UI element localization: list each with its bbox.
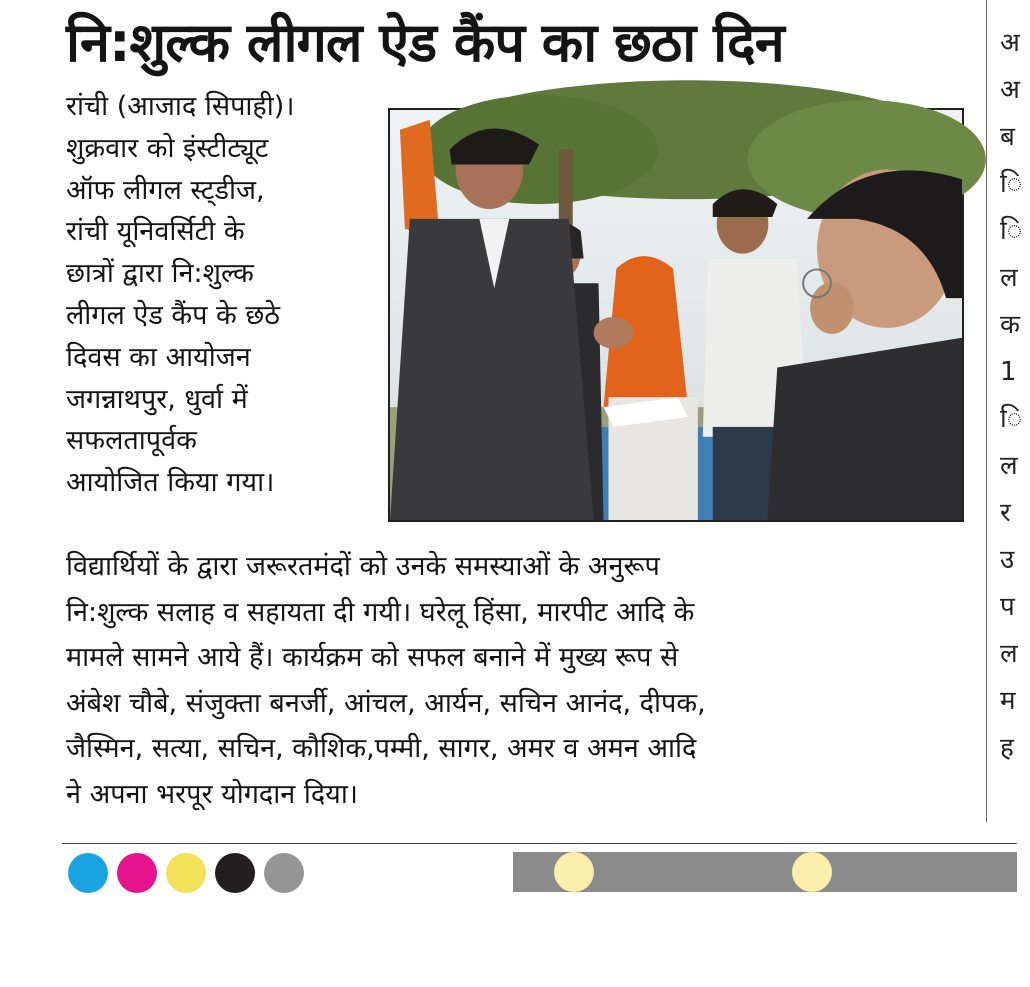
fragment-char: र [1000,498,1011,528]
grey-dot [264,853,304,893]
fragment-char: ल [1000,263,1018,293]
body-line: ने अपना भरपूर योगदान दिया। [66,778,359,810]
fragment-char: उ [1000,545,1015,575]
fragment-char: ब [1000,122,1015,152]
fragment-char: प [1000,592,1015,622]
intro-line: रांची यूनिवर्सिटी के [66,216,245,248]
fragment-char: ि [1000,404,1023,434]
intro-line: आयोजित किया गया। [66,467,275,499]
cyan-dot [68,853,108,893]
body-line: मामले सामने आये हैं। कार्यक्रम को सफल बनाने में मुख्य रूप से [66,642,679,673]
intro-line: ऑफ लीगल स्ट्डीज, [66,174,265,206]
intro-line: रांची (आजाद सिपाही)। [66,91,295,122]
fragment-char: ल [1000,639,1018,669]
bar-dot [792,852,832,892]
intro-line: दिवस का आयोजन [66,341,251,373]
yellow-dot [166,853,206,893]
body-line: नि:शुल्क सलाह व सहायता दी गयी। घरेलू हिंसा, मारपीट आदि के [66,596,695,628]
color-registration-marks [68,853,304,893]
fragment-char: ल [1000,451,1018,481]
intro-line: सफलतापूर्वक [66,425,197,457]
article-intro [66,86,384,504]
intro-line: शुक्रवार को इंस्टीट्यूट [66,132,269,164]
fragment-char: म [1000,686,1016,716]
intro-line: छात्रों द्वारा नि:शुल्क [66,258,254,290]
fragment-char: क [1000,310,1020,340]
body-line: अंबेश चौबे, संजुक्ता बनर्जी, आंचल, आर्यन, सचिन आनंद, दीपक, [66,687,706,719]
article-body [66,544,981,817]
fragment-char: ह [1000,733,1014,763]
intro-line: लीगल ऐड कैंप के छठे [66,299,280,331]
black-dot [215,853,255,893]
fragment-char: अ [1000,75,1020,105]
fragment-char: ि [1000,169,1023,199]
page-bottom-rule [62,843,1017,844]
bar-dot [554,852,594,892]
fragment-char: 1 [1000,357,1017,387]
article-headline: नि:शुल्क लीगल ऐड कैंप का छठा दिन [66,11,784,74]
fragment-char: ि [1000,216,1023,246]
news-photo [388,108,964,522]
column-divider [986,0,987,822]
body-line: जैस्मिन, सत्या, सचिन, कौशिक,पम्मी, सागर, अमर व अमन आदि [66,733,697,764]
magenta-dot [117,853,157,893]
intro-line: जगन्नाथपुर, धुर्वा में [66,383,248,415]
fragment-char: अ [1000,28,1020,58]
photo-illustration [390,110,962,520]
adjacent-column-fragment [1000,20,1030,800]
registration-bar [513,852,1017,892]
body-line: विद्यार्थियों के द्वारा जरूरतमंदों को उनके समस्याओं के अनुरूप [66,551,660,582]
